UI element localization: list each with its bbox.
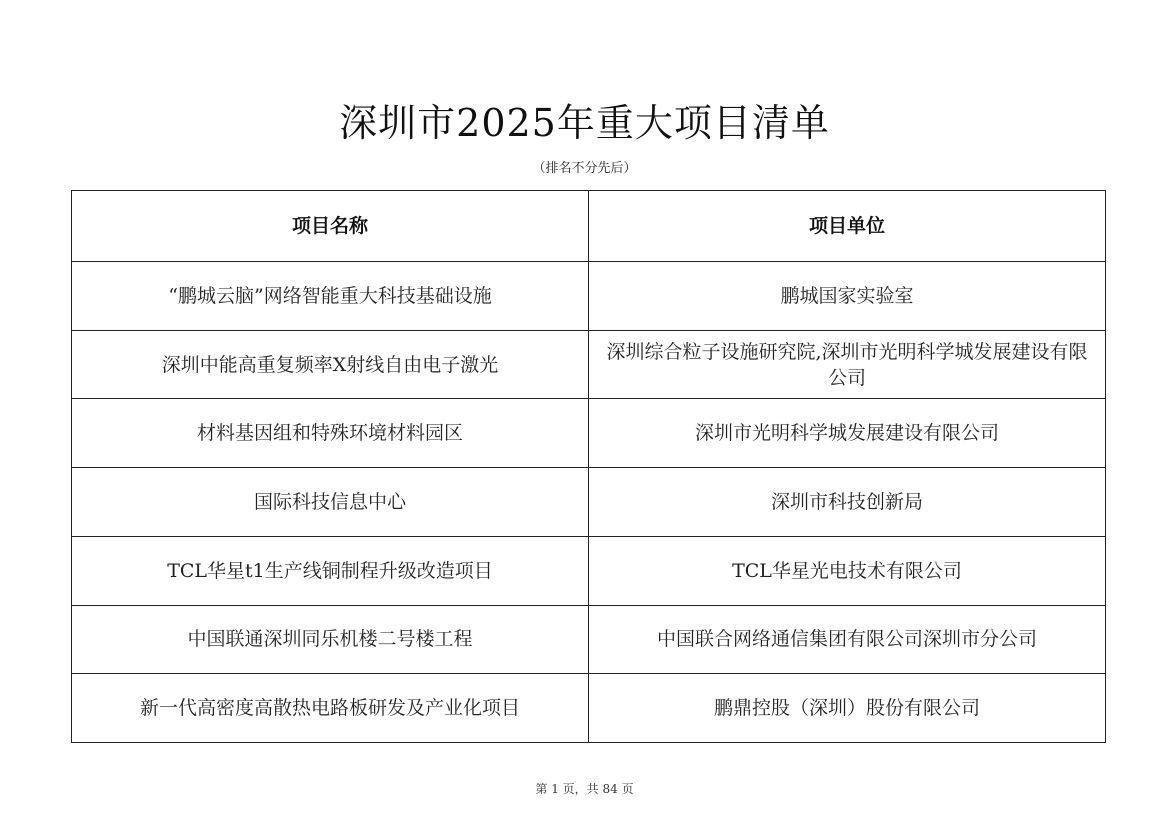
project-unit-cell: 鹏鼎控股（深圳）股份有限公司 xyxy=(589,674,1106,743)
project-name-cell: 材料基因组和特殊环境材料园区 xyxy=(72,399,589,468)
project-name-cell: 新一代高密度高散热电路板研发及产业化项目 xyxy=(72,674,589,743)
project-name-cell: 深圳中能高重复频率X射线自由电子激光 xyxy=(72,330,589,399)
table-row xyxy=(72,399,1106,468)
column-header-project-unit: 项目单位 xyxy=(589,191,1106,262)
table-row xyxy=(72,536,1106,605)
project-unit-cell: 中国联合网络通信集团有限公司深圳市分公司 xyxy=(589,605,1106,674)
project-table xyxy=(71,190,1106,743)
project-unit-cell: 深圳综合粒子设施研究院,深圳市光明科学城发展建设有限公司 xyxy=(589,330,1106,399)
table-row xyxy=(72,262,1106,331)
project-unit-cell: TCL华星光电技术有限公司 xyxy=(589,536,1106,605)
table-row xyxy=(72,468,1106,537)
project-name-cell: TCL华星t1生产线铜制程升级改造项目 xyxy=(72,536,589,605)
table-row xyxy=(72,674,1106,743)
project-unit-cell: 鹏城国家实验室 xyxy=(589,262,1106,331)
project-name-cell: “鹏城云脑”网络智能重大科技基础设施 xyxy=(72,262,589,331)
page-number-footer: 第 1 页，共 84 页 xyxy=(535,782,634,796)
table-header-row xyxy=(72,191,1106,262)
project-unit-cell: 深圳市光明科学城发展建设有限公司 xyxy=(589,399,1106,468)
page-subtitle: （排名不分先后） xyxy=(532,161,637,176)
project-name-cell: 中国联通深圳同乐机楼二号楼工程 xyxy=(72,605,589,674)
table-row xyxy=(72,330,1106,399)
project-name-cell: 国际科技信息中心 xyxy=(72,468,589,537)
project-unit-cell: 深圳市科技创新局 xyxy=(589,468,1106,537)
table-row xyxy=(72,605,1106,674)
page-title: 深圳市2025年重大项目清单 xyxy=(339,101,830,145)
column-header-project-name: 项目名称 xyxy=(72,191,589,262)
